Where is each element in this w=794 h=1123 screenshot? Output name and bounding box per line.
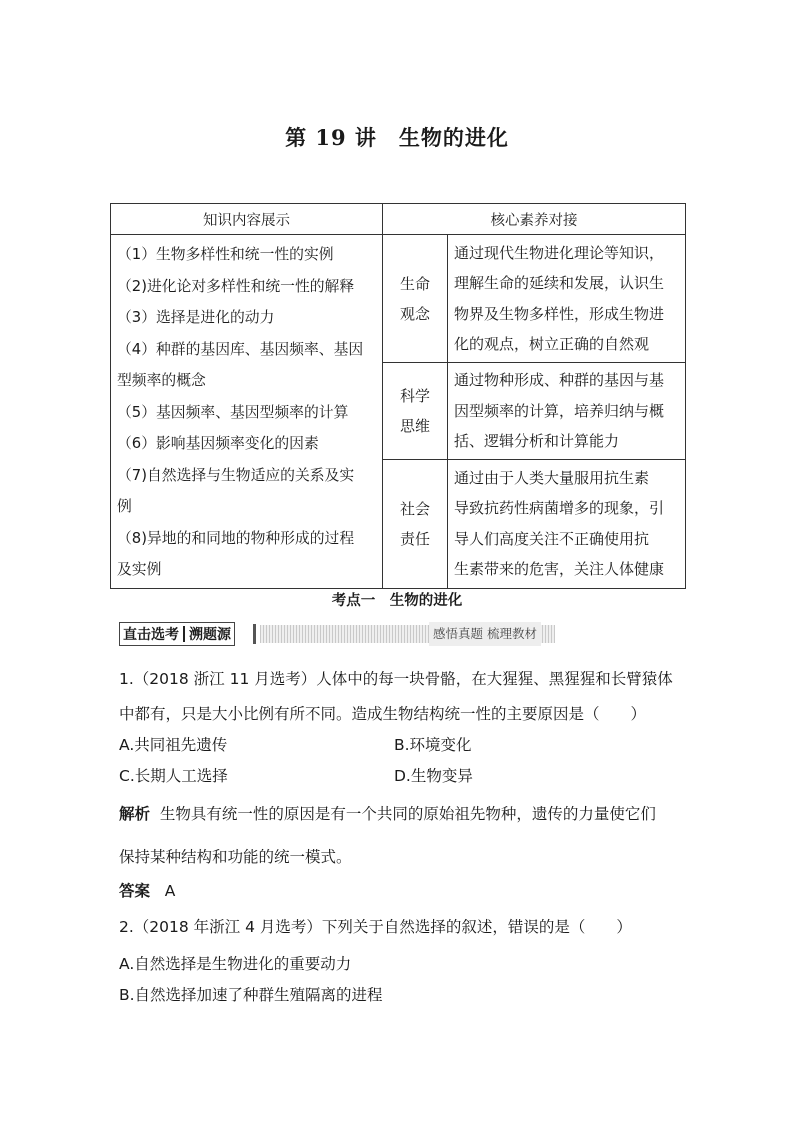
- question-1-answer: [119, 879, 175, 901]
- section-banner: [119, 622, 537, 646]
- table-header-competency: 核心素养对接: [383, 204, 686, 235]
- question-1-analysis-line-2: 保持某种结构和功能的统一模式。: [119, 848, 352, 866]
- answer-label: 答案: [119, 882, 151, 900]
- page-title: 第 19 讲 生物的进化: [285, 125, 509, 150]
- competency-label-social-responsibility: 社会 责任: [383, 460, 448, 588]
- banner-label-left: 直击选考: [123, 627, 179, 643]
- banner-label: [119, 622, 235, 646]
- question-1-analysis: [119, 802, 656, 824]
- banner-divider: [183, 626, 185, 642]
- answer-value: A: [164, 882, 176, 900]
- banner-bar: [253, 624, 256, 644]
- analysis-label: 解析: [119, 805, 151, 823]
- analysis-text: 生物具有统一性的原因是有一个共同的原始祖先物种，遗传的力量使它们: [159, 805, 656, 823]
- competency-desc-social-responsibility: 通过由于人类大量服用抗生素 导致抗药性病菌增多的现象，引 导人们高度关注不正确使用抗 生素带来的危害，关注人体健康: [448, 460, 686, 588]
- knowledge-line: （1）生物多样性和统一性的实例: [117, 246, 334, 263]
- knowledge-line: （2)进化论对多样性和统一性的解释: [117, 277, 355, 295]
- question-1-stem-line-2: 中都有，只是大小比例有所不同。造成生物结构统一性的主要原因是（ ）: [119, 705, 647, 723]
- question-1-option-c: C.长期人工选择: [119, 767, 228, 785]
- objectives-table: [110, 203, 686, 589]
- section-title: 考点一 生物的进化: [331, 593, 463, 609]
- knowledge-line: （7)自然选择与生物适应的关系及实: [117, 466, 355, 484]
- question-1-option-b: B.环境变化: [394, 736, 472, 754]
- banner-label-right: 溯题源: [189, 627, 231, 643]
- knowledge-line: 及实例: [117, 561, 162, 578]
- knowledge-line: （8)异地的和同地的物种形成的过程: [117, 529, 355, 547]
- question-1-option-a: A.共同祖先遗传: [119, 736, 228, 754]
- knowledge-line: （4）种群的基因库、基因频率、基因: [117, 340, 364, 358]
- knowledge-line: 型频率的概念: [117, 372, 206, 389]
- question-1-stem-line-1: 1.（2018 浙江 11 月选考）人体中的每一块骨骼，在大猩猩、黑猩猩和长臂猿体: [119, 670, 673, 688]
- competency-label-life-concept: 生命 观念: [383, 235, 448, 363]
- banner-tagline: 感悟真题 梳理教材: [429, 622, 541, 646]
- knowledge-line: 例: [117, 498, 132, 515]
- question-1-option-d: D.生物变异: [394, 767, 473, 785]
- competency-desc-life-concept: 通过现代生物进化理论等知识， 理解生命的延续和发展，认识生 物界及生物多样性，形成生物进 化的观点，树立正确的自然观: [448, 235, 686, 363]
- competency-label-scientific-thinking: 科学 思维: [383, 363, 448, 460]
- question-2-stem: 2.（2018 年浙江 4 月选考）下列关于自然选择的叙述，错误的是（ ）: [119, 918, 632, 936]
- knowledge-list: [111, 235, 383, 589]
- table-header-knowledge: 知识内容展示: [111, 204, 383, 235]
- knowledge-line: （6）影响基因频率变化的因素: [117, 435, 319, 452]
- competency-desc-scientific-thinking: 通过物种形成、种群的基因与基 因型频率的计算，培养归纳与概 括、逻辑分析和计算能力: [448, 363, 686, 460]
- question-2-option-a: A.自然选择是生物进化的重要动力: [119, 955, 352, 973]
- question-2-option-b: B.自然选择加速了种群生殖隔离的进程: [119, 986, 383, 1004]
- knowledge-line: （5）基因频率、基因型频率的计算: [117, 403, 349, 421]
- knowledge-line: （3）选择是进化的动力: [117, 309, 275, 326]
